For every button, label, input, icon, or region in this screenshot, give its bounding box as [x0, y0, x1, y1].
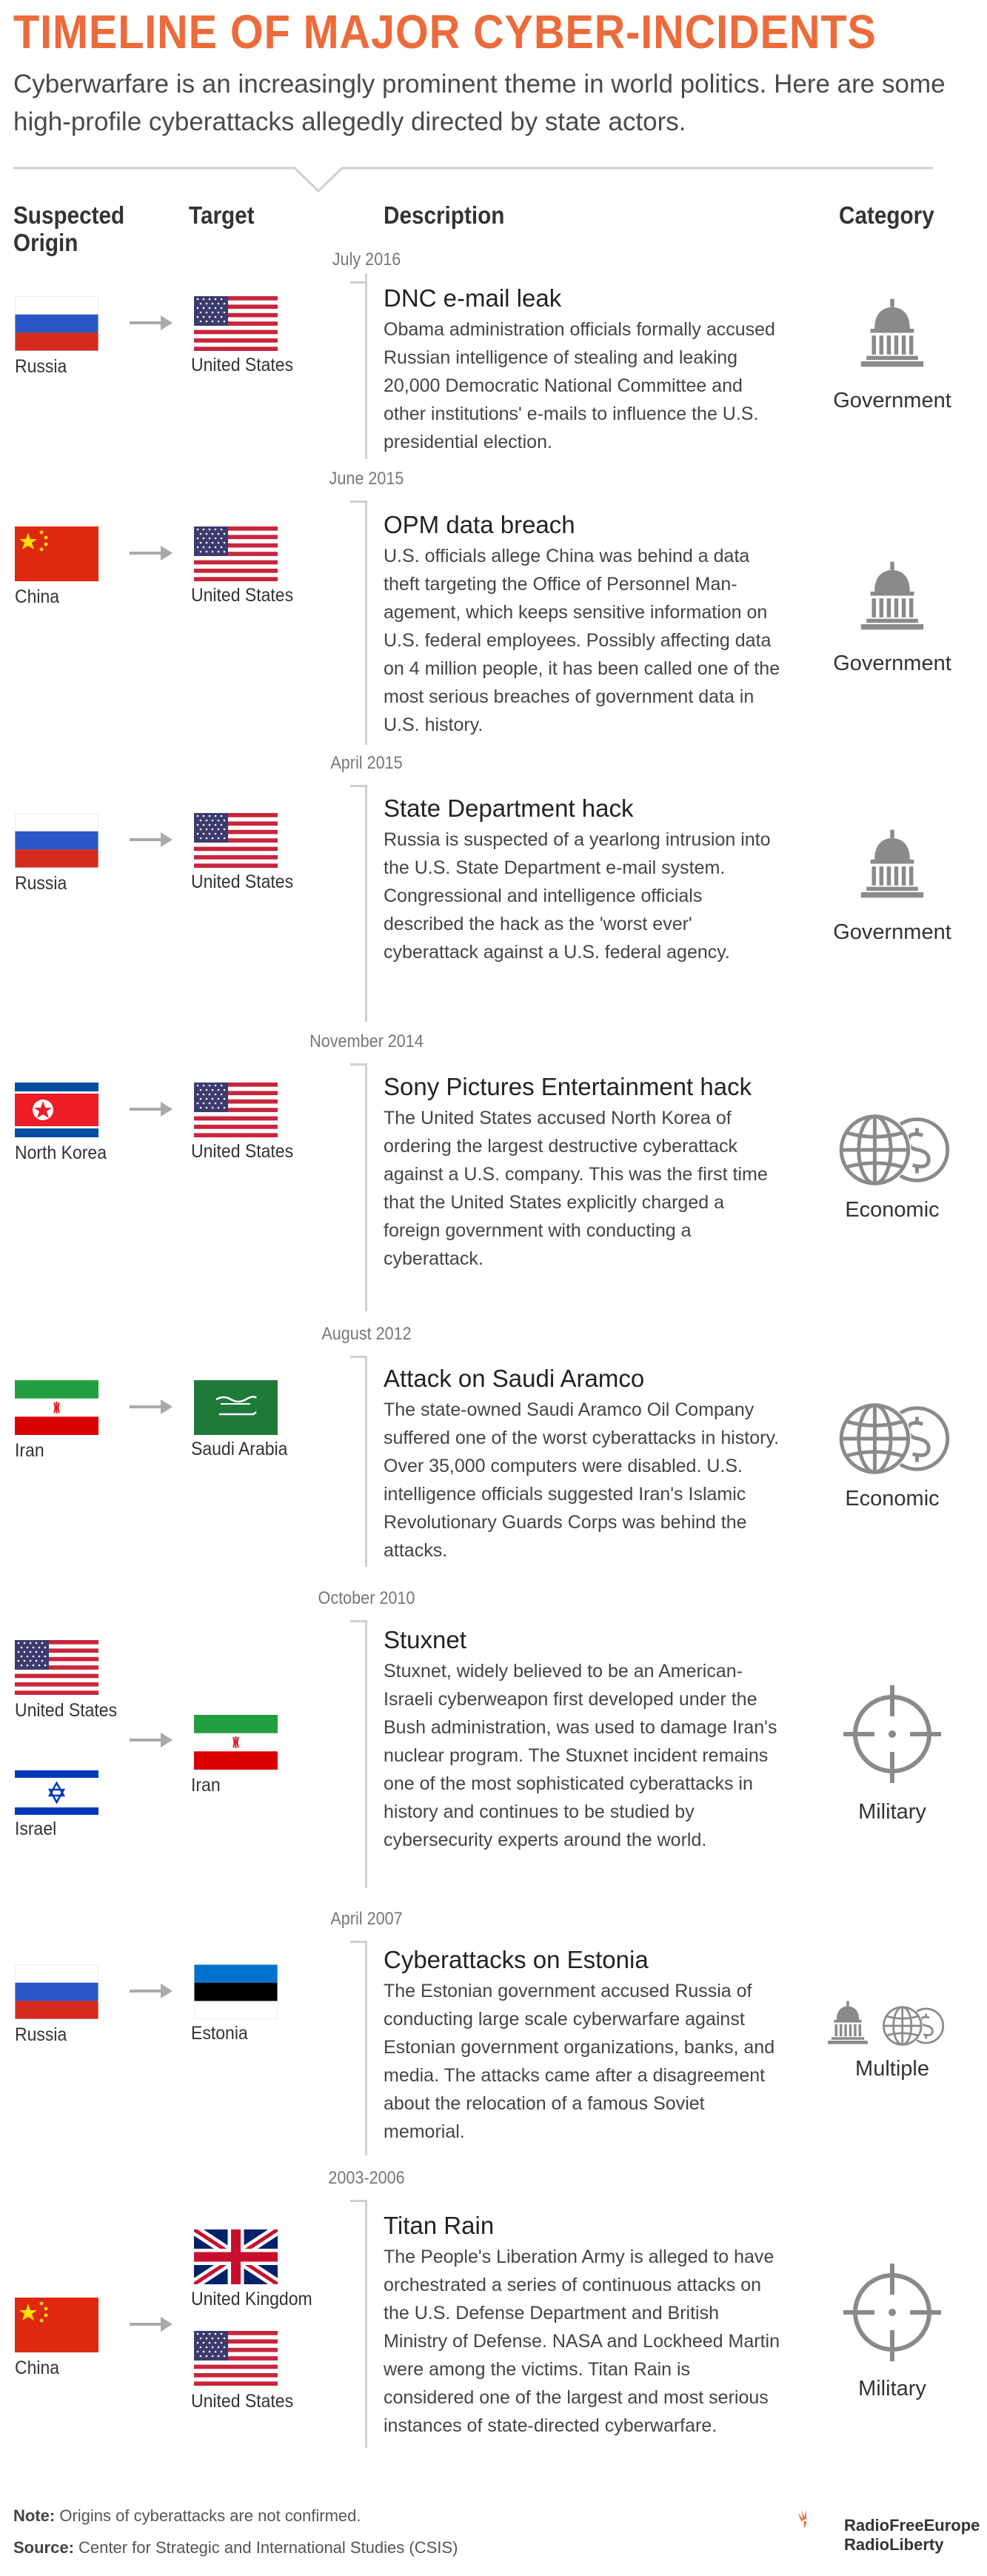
origin-label: China [15, 2358, 60, 2378]
footer-note [13, 2506, 361, 2526]
flag-russia [15, 1964, 98, 2019]
flag-united-kingdom [194, 2229, 278, 2284]
globe-dollar-icon [823, 1106, 963, 1194]
category-label: Government [833, 652, 951, 675]
arrow-icon [128, 1398, 173, 1416]
column-header-description: Description [384, 201, 505, 229]
flag-united-states [194, 296, 278, 351]
origin-label: United States [15, 1700, 118, 1721]
flag-china [15, 526, 98, 581]
origin-label: Russia [15, 356, 67, 377]
target-label: United States [191, 585, 294, 606]
arrow-icon [128, 2315, 173, 2333]
incident-title: State Department hack [384, 794, 634, 822]
origin-label: Russia [15, 2024, 67, 2045]
flag-united-states [194, 2331, 278, 2386]
header-divider [13, 166, 933, 195]
capitol-icon [852, 827, 933, 909]
incident-date: August 2012 [321, 1324, 412, 1344]
flag-russia [15, 813, 98, 868]
note-text: Origins of cyberattacks are not confirmed. [55, 2506, 361, 2525]
target-label: United States [191, 872, 294, 892]
page-title: TIMELINE OF MAJOR CYBER-INCIDENTS [13, 5, 877, 58]
logo-line-2: RadioLiberty [844, 2535, 944, 2554]
origin-label: North Korea [15, 1143, 107, 1163]
arrow-icon [128, 314, 173, 332]
flag-russia [15, 296, 98, 351]
incident-date: June 2015 [329, 469, 404, 489]
incident-title: Attack on Saudi Aramco [384, 1365, 645, 1392]
incident-date: April 2015 [330, 753, 403, 773]
capitol-icon [852, 296, 933, 378]
category-label: Economic [845, 1487, 940, 1511]
capitol-icon [822, 1999, 874, 2051]
flag-iran [194, 1715, 278, 1770]
incident-description: Obama administration officials formally accused Russian intelligence of stealing and leaking 20,000 Democratic National Committee and other institutions' e-mails to influence the U.S. presidential election. [384, 319, 775, 452]
incident-title: Titan Rain [384, 2212, 495, 2239]
target-label: Iran [191, 1775, 221, 1796]
rferl-logo-icon [796, 2489, 840, 2549]
incident-description: Stuxnet, widely believed to be an American-Israeli cyberweapon first developed under the Bush administration, was used to damage Iran's nuclear program. The Stuxnet incident remains one of the most sophisticated cyberattacks in history and continues to be studied by cybersecurity experts around the world. [384, 1661, 777, 1850]
incident-description: U.S. officials allege China was behind a data theft targeting the Office of Personnel Man- agement, which keeps sensitive information on U.S. federal employees. Possibly affecting data on 4 million people, it has been called one of the most serious breaches of government data in U.S. history. [384, 546, 780, 735]
incident-title: Cyberattacks on Estonia [384, 1946, 649, 1973]
origin-label: China [15, 586, 60, 607]
target-label: United Kingdom [191, 2289, 312, 2309]
target-label: Saudi Arabia [191, 1439, 288, 1459]
flag-united-states [194, 813, 278, 868]
incident-date: November 2014 [310, 1031, 424, 1051]
flag-iran [15, 1380, 98, 1435]
source-text: Center for Strategic and International Studies (CSIS) [73, 2538, 458, 2557]
arrow-icon [128, 1982, 173, 2000]
incident-date: July 2016 [332, 250, 401, 270]
flag-saudi-arabia [194, 1380, 278, 1435]
flag-china [15, 2298, 98, 2352]
flag-united-states [194, 1083, 278, 1137]
category-label: Military [858, 2377, 926, 2401]
arrow-icon [128, 544, 173, 562]
incident-date: 2003-2006 [328, 2168, 405, 2188]
incident-title: OPM data breach [384, 511, 575, 538]
category-label: Multiple [855, 2057, 929, 2081]
category-label: Government [833, 389, 951, 412]
category-label: Economic [845, 1198, 940, 1222]
incident-description: The United States accused North Korea of ordering the largest destructive cyberattack against a U.S. company. This was the first time that the United States explicitly charged a foreign government with conducting a cyberattack. [384, 1108, 768, 1269]
flag-north-korea [15, 1083, 98, 1137]
column-header-origin: Suspected Origin [13, 201, 125, 256]
flag-estonia [194, 1964, 278, 2019]
incident-description: The Estonian government accused Russia of conducting large scale cyberwarfare against Estonian government organizations, banks, and media. The attacks came after a disagreement about the relocation of a famous Soviet memorial. [384, 1981, 775, 2142]
arrow-icon [128, 1100, 173, 1118]
incident-description: The state-owned Saudi Aramco Oil Company suffered one of the worst cyberattacks in history. Over 35,000 computers were disabled. U.S. intelligence officials suggested Iran's Islamic Revolutionary Guards Corps was behind the attacks. [384, 1399, 780, 1561]
target-label: Estonia [191, 2023, 248, 2044]
crosshair-icon [840, 1682, 944, 1786]
category-label: Government [833, 920, 951, 944]
column-header-target: Target [189, 201, 255, 229]
arrow-icon [128, 831, 173, 849]
incident-title: Sony Pictures Entertainment hack [384, 1073, 752, 1100]
column-header-category: Category [839, 201, 934, 229]
target-label: United States [191, 1141, 294, 1162]
globe-dollar-icon [823, 1395, 963, 1482]
globe-dollar-icon [874, 2001, 951, 2050]
origin-label: Russia [15, 873, 67, 894]
capitol-icon [852, 559, 933, 640]
flag-united-states [15, 1640, 98, 1695]
logo-line-1: RadioFreeEurope [844, 2516, 980, 2535]
source-label: Source: [13, 2538, 74, 2557]
incident-date: April 2007 [330, 1909, 403, 1929]
note-label: Note: [13, 2506, 56, 2525]
category-label: Military [858, 1800, 926, 1824]
incident-title: Stuxnet [384, 1626, 466, 1653]
incident-description: The People's Liberation Army is alleged to have orchestrated a series of continuous attacks on the U.S. Defense Department and British Ministry of Defense. NASA and Lockheed Martin were among the victims. Titan Rain is considered one of the largest and most serious instances of state-directed cyberwarfare. [384, 2247, 780, 2436]
target-label: United States [191, 355, 294, 375]
incident-title: DNC e-mail leak [384, 284, 562, 312]
flag-israel [15, 1765, 98, 1820]
incident-description: Russia is suspected of a yearlong intrusion into the U.S. State Department e-mail system. Congressional and intelligence officials described the hack as the 'worst ever' cyberattack against a U.S. federal agency. [384, 829, 771, 963]
flag-united-states [194, 526, 278, 581]
origin-label: Israel [15, 1819, 57, 1839]
footer-source [13, 2538, 458, 2557]
intro-text: Cyberwarfare is an increasingly prominent theme in world politics. Here are some high-profile cyberattacks allegedly directed by state actors. [13, 70, 946, 136]
target-label: United States [191, 2391, 294, 2412]
incident-date: October 2010 [318, 1588, 415, 1608]
arrow-icon [128, 1731, 173, 1749]
crosshair-icon [840, 2261, 944, 2364]
origin-label: Iran [15, 1440, 44, 1461]
